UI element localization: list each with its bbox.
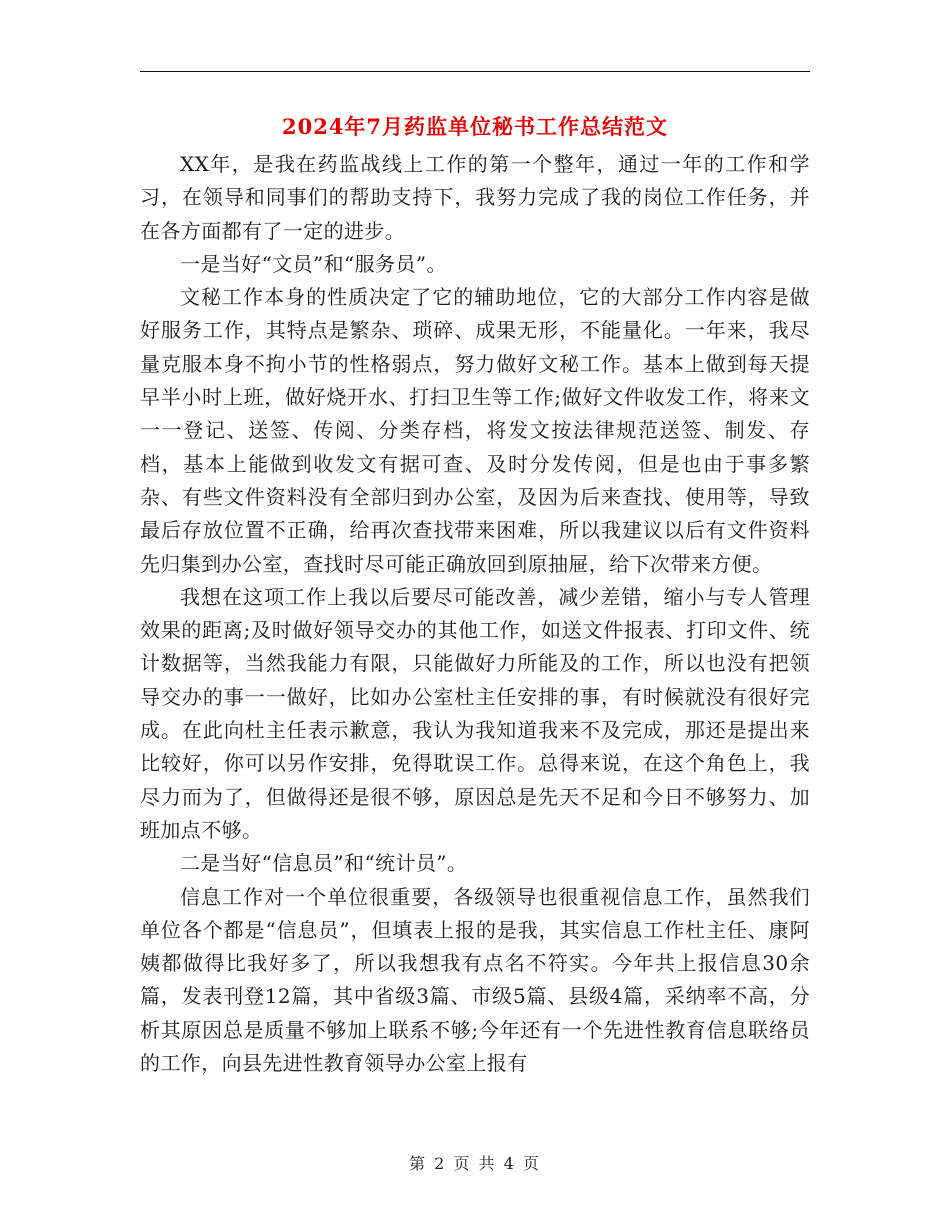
section-heading-2: 二是当好“信息员”和“统计员”。 bbox=[180, 851, 468, 876]
page-number-label: 第 2 页 共 4 页 bbox=[409, 1154, 541, 1173]
paragraph-improvement: 我想在这项工作上我以后要尽可能改善，减少差错，缩小与专人管理效果的距离;及时做好领导交办的其他工作，如送文件报表、打印文件、统计数据等，当然我能力有限，只能做好力所能及的工作，所以也没有把领导交办的事一一做好，比如办公室杜主任安排的事，有时候就没有很好完成。在此向杜主任表示歉意，我认为我知道我来不及完成，那还是提出来比较好，你可以另作安排，免得耽误工作。总得来说，在这个角色上，我尽力而为了，但做得还是很不够，原因总是先天不足和今日不够努力、加班加点不够。 bbox=[140, 584, 810, 842]
paragraph-intro: XX年，是我在药监战线上工作的第一个整年，通过一年的工作和学习，在领导和同事们的帮助支持下，我努力完成了我的岗位工作任务，并在各方面都有了一定的进步。 bbox=[140, 152, 810, 243]
paragraph-clerical-work: 文秘工作本身的性质决定了它的辅助地位，它的大部分工作内容是做好服务工作，其特点是繁杂、琐碎、成果无形，不能量化。一年来，我尽量克服本身不拘小节的性格弱点，努力做好文秘工作。基本上做到每天提早半小时上班，做好烧开水、打扫卫生等工作;做好文件收发工作，将来文一一登记、送签、传阅、分类存档，将发文按法律规范送签、制发、存档，基本上能做到收发文有据可查、及时分发传阅，但是也由于事多繁杂、有些文件资料没有全部归到办公室，及因为后来查找、使用等，导致最后存放位置不正确，给再次查找带来困难，所以我建议以后有文件资料先归集到办公室，查找时尽可能正确放回到原抽屉，给下次带来方便。 bbox=[140, 285, 810, 576]
header-rule bbox=[140, 71, 810, 72]
document-body bbox=[140, 148, 810, 1080]
document-title: 2024年7月药监单位秘书工作总结范文 bbox=[281, 114, 669, 139]
page-footer bbox=[140, 1152, 810, 1176]
section-heading-1: 一是当好“文员”和“服务员”。 bbox=[180, 251, 447, 276]
paragraph-information-work: 信息工作对一个单位很重要，各级领导也很重视信息工作，虽然我们单位各个都是“信息员”，但填表上报的是我，其实信息工作杜主任、康阿姨都做得比我好多了，所以我想我有点名不符实。今年共上报信息30余篇，发表刊登12篇，其中省级3篇、市级5篇、县级4篇，采纳率不高，分析其原因总是质量不够加上联系不够;今年还有一个先进性教育信息联络员的工作，向县先进性教育领导办公室上报有 bbox=[140, 884, 810, 1076]
